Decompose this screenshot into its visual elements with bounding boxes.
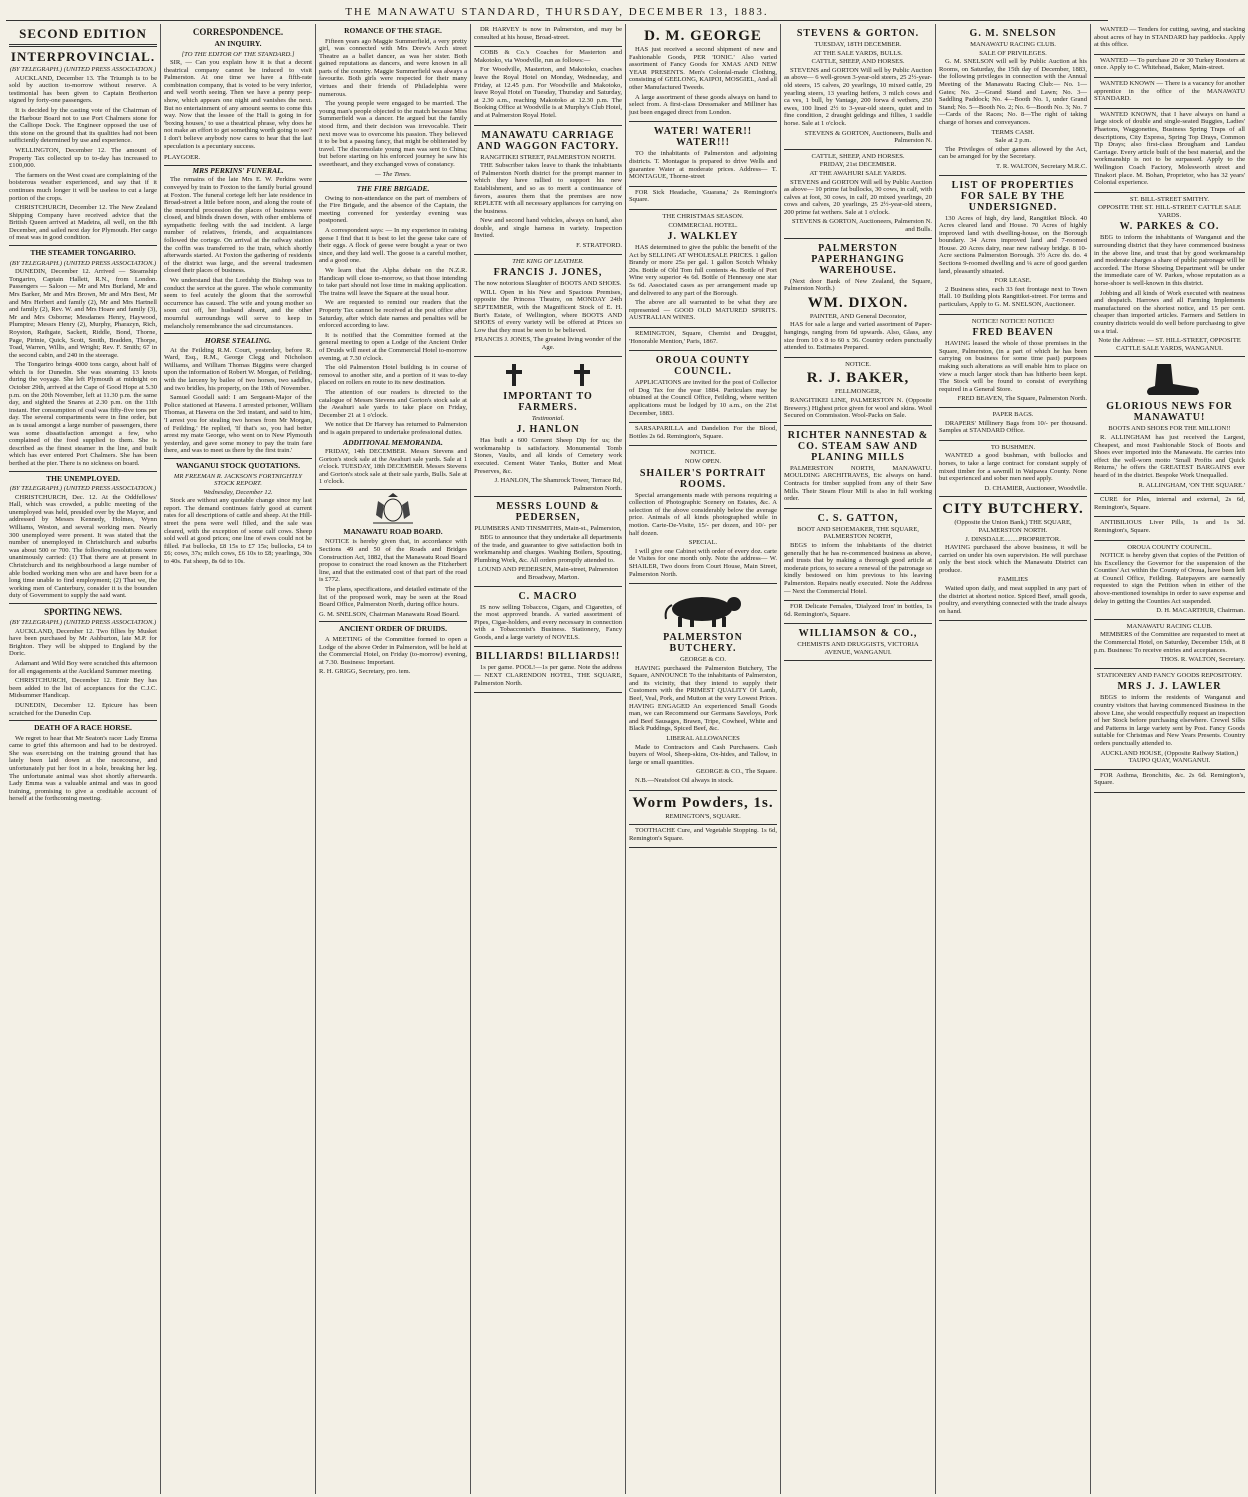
ad-text: WILL Open in his New and Spacious Premises, opposite the Princess Theatre, on MONDAY 24th SEPTEMBER, with the Magnificent Stock of E. H. Burt's Estate, of Wellington, where BOOTS AND SHOES of every variety will be offered at Prices so Low that they must be seen to be believed.: [474, 288, 622, 334]
ad-title: WATER! WATER!! WATER!!!: [653, 126, 753, 149]
ad-signature: FRANCIS J. JONES, The greatest living wonder of the Age.: [474, 336, 622, 351]
ad-text: RANGITIKEI LINE, PALMERSTON N. (Opposite Brewery.) Highest price given for wool and skins. Wool Secured on Commission. Wool-Packs on Sale.: [784, 397, 932, 420]
advertisement: [629, 825, 777, 848]
column-3: [316, 24, 471, 1494]
article-paragraph: The remains of the late Mrs E. W. Perkins were conveyed by train to Foxton to the family burial ground at Foxton. The funeral cortege left her late residence in Broad-street a little before noon, and along the route of the mournful procession the places of business were closed, and blinds drawn down, with other emblems of sympathetic feeling with the sad incident. A large number of relatives, friends, and acquaintances followed the cortege. On arrival at the railway station the coffin was transferred to the train, which shortly afterwards started. At Foxton the gathering of residents of the district was large, and the several tradesmen closed their places of business.: [164, 176, 312, 275]
ad-text: R. ALLINGHAM has just received the Largest, Cheapest, and most Fashionable Stock of Boots and Shoes ever imported into the Manawatu. He carries into effect the well-worn motto 'Small Profits and Quick Returns,' he offers the GREATEST BARGAINS ever heard of in the district. Bespoke Work Unequalled.: [1094, 433, 1245, 479]
ad-location: AT THE AWAHURI SALE YARDS.: [809, 169, 907, 177]
article-heading: AN INQUIRY.: [214, 39, 262, 48]
article-paragraph: The old Palmerston Hotel building is in course of removal to another site, and a portion of it was to-day placed on rollers en route to its new destination.: [319, 364, 467, 387]
ad-text: WANTED — To purchase 20 or 30 Turkey Roosters at once. Apply to C. Whitehead, Baker, Main-street.: [1094, 56, 1245, 72]
article-paragraph: CHRISTCHURCH, December 12. The New Zealand Shipping Company have received advice that the British Queen arrived at Madeira, all well, on the 8th December, and sailed next day for Plymouth. Her cargo of meat was in good condition.: [9, 204, 157, 242]
ad-kicker: LIBERAL ALLOWANCES: [666, 735, 740, 743]
article-paragraph: We notice that Dr Harvey has returned to Palmerston and is again prepared to undertake professional duties.: [319, 421, 467, 436]
article-paragraph: Owing to non-attendance on the part of members of the Fire Brigade, and the absence of the Captain, the meeting convened for yesterday evening was postponed.: [319, 194, 467, 225]
ad-text: APPLICATIONS are invited for the post of Collector of Dog Tax for the year 1884. Particulars may be obtained at the Council Office, Feilding, where written applications must be lodged by 10 a.m., on the 21st December, 1883.: [629, 379, 777, 417]
ad-text: 130 Acres of high, dry land, Rangitikei Block. 40 Acres cleared land and House. 70 Acres of highly improved land with dwelling-house, on the Borough boundary. 34 Acres improved land and 7-roomed House. 20 Acres dairy, near new railway bridge. 8 10-Acre sections Palmerston Borough. 3½ Acre do. do. 4 Sections 9-roomed dwelling and ¼ acre of good garden land, pleasantly situated.: [939, 214, 1087, 275]
divider: [164, 458, 312, 459]
ad-kicker: NOTICE.: [845, 360, 871, 368]
ad-text: PALMERSTON NORTH, MANAWATU. MOULDING ARCHITRAVES, Etc always on hand. Contracts for timber supplied from any of their Saw Mills. Their Steam Flour Mill is also in full working order.: [784, 464, 932, 503]
ad-text: I will give one Cabinet with order of every doz. carte de Visites for one month only. Note the address— W. SHAILER, Two doors from Court House, Main Street, Palmerston North.: [629, 547, 777, 578]
ad-title: SHAILER'S PORTRAIT ROOMS.: [639, 467, 767, 490]
ad-text: 2 Business sites, each 33 feet frontage next to Town Hall. 10 Building plots Rangitikei-street. For terms and particulars, Apply to G. M. SNELSON, Auctioneer.: [939, 285, 1087, 309]
ad-text: WANTED KNOWN — There is a vacancy for another apprentice in the office of the MANAWATU STANDARD.: [1094, 79, 1245, 103]
ad-signature: STEVENS & GORTON, Auctioneers, Bulls and Palmerston N.: [804, 129, 932, 145]
subheading: MR FREEMAN R. JACKSON'S FORTNIGHTLY STOCK REPORT.: [173, 472, 303, 488]
ad-text: HAVING leased the whole of those premises in the Square, Palmerston, (in a part of which he has been carrying on business for some time past) purposes making such alterations as will enable him to place on view a much larger stock than has hitherto been kept. The Stock will be found to consist of everything required in a General Store.: [939, 340, 1087, 393]
ad-title: IMPORTANT TO FARMERS.: [503, 390, 593, 413]
byline: (BY TELEGRAPH.) (UNITED PRESS ASSOCIATION.): [9, 485, 157, 493]
advertisement: [629, 584, 777, 791]
ad-subtitle: REMINGTON'S, SQUARE.: [665, 812, 741, 820]
ad-title: BILLIARDS! BILLIARDS!!: [475, 651, 621, 663]
advertisement: [1094, 193, 1245, 358]
divider: [9, 603, 157, 604]
ad-title: OROUA COUNTY COUNCIL.: [655, 355, 751, 378]
article-paragraph: The farmers on the West coast are complaining of the boisterous weather experienced, and say that if it continues much longer it will be useless to cut a large portion of the crops.: [9, 171, 157, 202]
ad-text: BEG to announce that they undertake all departments of the trade, and guarantee to give satisfaction both in workmanship and charges. Washing Boilers, Spouting, Plumbing Work, &c. All orders promptly attended to.: [474, 533, 622, 564]
article-heading: MRS PERKINS' FUNERAL.: [192, 165, 284, 175]
ad-text: MEMBERS of the Committee are requested to meet at the Commercial Hotel, on Saturday, December 15th, at 8 p.m. Business: To receive entries and acceptances.: [1094, 631, 1245, 654]
ad-text: WANTED KNOWN, that I have always on hand a large stock of double and single-seated Buggies, Ladies' Phaetons, Waggonettes, Business Spring Traps of all descriptions, City Express, Spring Top Drays, Common Tip Drays; also first-class Brougham and Landau Carriage. Every article built of the best material, and the workmanship is not to be surpassed. Apply to the Wellington Coach Factory, Molesworth street and Tinakori place. M. Bohan, Proprietor, who has 32 years' Colonial experience.: [1094, 110, 1245, 187]
ad-text: TO the inhabitants of Palmerston and adjoining districts. T. Montague is prepared to drive Wells and guarantee Water at moderate prices. Address— T. MONTAGUE, Thorne-street: [629, 150, 777, 181]
article-paragraph: CHRISTCHURCH, Dec. 12. At the Oddfellows' Hall, which was crowded, a public meeting of the unemployed was held, presided over by the Mayor, and addressed by Messrs Kennedy, Holmes, Wynn Williams, Weston, and several working men. Nearly 300 unemployed were present. It was stated that the number of unemployed in Christchurch and suburbs was about 500 or 700. The following resolutions were unanimously carried: (1) That there are at present in Christchurch and its neighbourhood a large number of able bodied working men who are and have been for a long time unable to find employment; (2) That we, the working men of Canterbury, consider it is the bounden duty of Government to supply the said want.: [9, 493, 157, 600]
ad-signature: STEVENS & GORTON, Auctioneers, Palmerston N. and Bulls.: [791, 218, 932, 234]
ad-subtitle: COMMERCIAL HOTEL.: [668, 221, 738, 229]
advertisement: [1094, 494, 1245, 517]
advertisement: [939, 497, 1087, 621]
column-4: [471, 24, 626, 1494]
divider: [319, 181, 467, 182]
ad-title: MRS J. J. LAWLER: [1117, 681, 1222, 693]
advertisement: [474, 647, 622, 693]
editor-note: [TO THE EDITOR OF THE STANDARD.]: [181, 50, 295, 58]
ad-text: New and second hand vehicles, always on hand, also double, and single harness in variety. Inspection Invited.: [474, 217, 622, 240]
advertisement: [474, 24, 622, 47]
ad-signature: THOS. R. WALTON, Secretary.: [1160, 656, 1245, 664]
section-heading: INTERPROVINCIAL.: [10, 49, 156, 64]
ad-title: FRANCIS J. JONES,: [493, 267, 603, 279]
masthead-title: THE MANAWATU STANDARD, THURSDAY, DECEMBER 13, 1883.: [345, 6, 769, 18]
advertisement: [1094, 620, 1245, 669]
ad-kicker: NOW OPEN.: [684, 457, 722, 465]
article-heading: SPORTING NEWS.: [44, 607, 122, 617]
column-8: [1091, 24, 1248, 1494]
ad-text: IS now selling Tobaccos, Cigars, and Cigarettes, of the most approved brands. A varied assortment of Pipes, Cigar-holders, and every necessary in connection with a Tobacconist's Business. Stationery, Fancy Goods, and a large variety of NOVELS.: [474, 603, 622, 641]
ad-text: WANTED a good bushman, with bullocks and horses, to take a large contract for constant supply of mixed timber for a sawmill in Waipawa County. None but experienced and sober men need apply.: [939, 452, 1087, 483]
article-paragraph: A correspondent says: — In my experience in raising geese I find that it is best to let the geese take care of their eggs. A flock of geese were bought a year or two since, and they laid well. The goose is a careful mother, and a good one.: [319, 227, 467, 265]
advertisement: [474, 126, 622, 255]
advertisement: [629, 24, 777, 122]
ad-subtitle: CHEMISTS AND DRUGGISTS, VICTORIA AVENUE, WANGANUI.: [797, 641, 919, 656]
ad-title: J. WALKLEY: [667, 231, 739, 243]
ad-text: REMINGTON, Square, Chemist and Druggist, 'Honorable Mention,' Paris, 1867.: [629, 330, 777, 345]
article-paragraph: The young people were engaged to be married. The young man's people objected to the match because Miss Summerfield was a dancer. He argued but the family stood firm, and their decision was irrevocable. Their next move was to overcome his passion. They believed it to be but a passing fancy, that might be obliterated by travel. The disconsolate young man was sent to China; but before starting on his enforced journey he saw his sweetheart, and they exchanged vows of constancy.: [319, 100, 467, 168]
ad-text: Special arrangements made with persons requiring a collection of Photographic Scenery on Estates, &c. A selection of the above considerably below the average price. Animals of all kinds photographed while in motion. Carte-De-Visite, 15/- per dozen, and 10/- per half dozen.: [629, 491, 777, 537]
ad-title: W. PARKES & CO.: [1119, 221, 1220, 233]
divider: [9, 471, 157, 472]
byline: (BY TELEGRAPH.) (UNITED PRESS ASSOCIATION.): [9, 259, 157, 267]
advertisement: [1094, 357, 1245, 494]
ad-signature: GEORGE & CO., The Square.: [695, 768, 777, 776]
ad-signature: T. R. WALTON, Secretary M.R.C.: [996, 162, 1087, 170]
ad-kicker: FOR LEASE.: [994, 277, 1032, 285]
advertisement: [629, 423, 777, 446]
ad-date: FRIDAY, 21st DECEMBER.: [819, 161, 897, 169]
ad-title: MANAWATU CARRIAGE AND WAGGON FACTORY.: [477, 129, 619, 152]
article-heading: THE STEAMER TONGARIRO.: [30, 248, 136, 258]
ad-text: TOOTHACHE Cure, and Vegetable Stopping. 1s 6d, Remington's Square.: [629, 827, 777, 842]
divider: [164, 333, 312, 334]
columns: [6, 24, 1245, 1494]
ad-signature: R. ALLINGHAM, 'ON THE SQUARE.': [1138, 481, 1245, 489]
ad-text: DR HARVEY is now in Palmerston, and may be consulted at his house, Broad-street.: [474, 26, 622, 41]
article-paragraph: It is notified that the Committee formed at the general meeting to open a Lodge of the Ancient Order of Druids will meet at the Commercial Hotel to-morrow evening, at 7.30 o'clock.: [319, 331, 467, 362]
notice-heading: MANAWATU ROAD BOARD.: [343, 526, 443, 536]
signature: — The Times.: [374, 170, 412, 178]
advertisement: [1094, 78, 1245, 109]
advertisement: [1094, 669, 1245, 770]
ad-subtitle: CATTLE, SHEEP, AND HORSES.: [811, 58, 905, 66]
edition-heading: SECOND EDITION: [19, 26, 147, 41]
advertisement: [784, 601, 932, 624]
article-paragraph: FRIDAY, 14th DECEMBER. Messrs Stevens and Gorton's stock sale at the Awahuri sale yards. Sale at 1 o'clock. TUESDAY, 18th DECEMBER. Messrs Stevens and Gorton's stock sale at their sale yards, Bulls. Sale at 1 o'clock.: [319, 448, 467, 486]
ad-title: Worm Powders, 1s.: [632, 794, 774, 811]
ad-kicker: NOTICE! NOTICE! NOTICE!: [971, 317, 1055, 325]
ad-title: FRED BEAVEN: [972, 327, 1054, 339]
ad-signature: D. CHAMIER, Auctioneer, Woodville.: [984, 484, 1087, 492]
ad-kicker: MANAWATU RACING CLUB.: [1126, 622, 1213, 630]
ad-proprietor: J. DINSDALE.........PROPRIETOR.: [965, 535, 1061, 543]
article-paragraph: AUCKLAND, December 12. Two fillies by Musket have been purchased by Mr Ashburton, late M.P. for Brighton. They will be shipped to England by the Doric.: [9, 627, 157, 658]
ad-title: C. S. GATTON,: [817, 512, 899, 524]
article-paragraph: DUNEDIN, December 12. Arrived — Steamship Tongariro, Captain Hallett, R.N., from London. Passengers — Saloon — Mr and Mrs Burland, Mr and Mrs Barker, Mr and Mrs Brown, Mr and Mrs Best, Mr and Mrs Herbert and family (2), Mr and Mrs Hartnell and family (2), Rev. W. and Mrs Hoare and family (3), Mr and Mrs Osborne; Mesdames Henry, Haywood, Plumptre; Messrs Henry (2), Murphy, Pharazyn, Rich, Royston, Rathgate, Sackett, Riddle, Bond, Thorne, Page, Pirinie, Quick, Scott, Smith, Bradden, Thorpe, Toad, Warren, Willis, and Wright; Rev. F. Smith; 67 in the second cabin, and 240 in the steerage.: [9, 268, 157, 359]
article-paragraph: Samuel Goodall said: I am Sergeant-Major of the Police stationed at Hawera. I arrested prisoner, William Thomas, at Hawera on the 3rd instant, and said to him, 'I arrest you for stealing two horses from Mr Morgan, of Feilding.' He replied, 'If that's so, you had better arrest my mate George, who went on to New Plymouth yesterday, and gave some money to pay the train fare there, and was to meet us there by the first train.': [164, 394, 312, 455]
ad-title: WILLIAMSON & CO.,: [798, 628, 918, 640]
ad-text: SARSAPARILLA and Dandelion For the Blood, Bottles 2s 6d. Remington's, Square.: [629, 425, 777, 440]
article-paragraph: NOTICE is hereby given that, in accordance with Sections 49 and 50 of the Roads and Bridges Construction Act, 1882, that the Manawatu Road Board propose to construct the road known as the Fitzherbert line, and that the estimated cost of that part of the road is £772.: [319, 538, 467, 584]
advertisement: [784, 624, 932, 661]
article-paragraph: SIR, — Can you explain how it is that a decent theatrical company cannot be induced to visit Palmerston. At one time we have a fifth-rate combination company, that is voted to be very inferior, and well worth seeing. Then we have a penny peep-show, which appears one night and vanishes the next. But no entertainment of any amount seems to come this way. Now that the lessee of the Hall is going in for 'boxing houses,' to use a theatrical phrase, why does he not make an effort to get something worth going to see? I don't believe anybody now cares to hear that the last speculation is a pecuniary success.: [164, 59, 312, 150]
article-paragraph: The plans, specifications, and detailed estimate of the list of the proposed work, may be seen at the Road Board Office, Palmerston North, during office hours.: [319, 586, 467, 609]
ad-kicker: NOTICE.: [690, 449, 716, 457]
masthead: [6, 4, 1108, 21]
ad-location: AT THE SALE YARDS, BULLS.: [813, 49, 903, 57]
ad-text: COBB & Co.'s Coaches for Masterton and Makotoko, via Woodville, run as follows:—: [474, 49, 622, 64]
boot-icon: [1135, 362, 1205, 398]
ad-text: NOTICE is hereby given that copies of the Petition of his Excellency the Governor for the suspension of the Counties' Act within the County of Oroua, have been left at Council Office, Feilding. Ratepayers are earnestly requested to sign the Petition when in either of the above-mentioned townships in order to save expense and delay in getting the Counties Act suspended.: [1094, 552, 1245, 605]
advertisement: [939, 24, 1087, 176]
ad-title: WM. DIXON.: [807, 294, 909, 311]
ad-kicker: PAPER BAGS.: [992, 410, 1034, 418]
ad-text: THE Subscriber takes leave to thank the inhabitants of Palmerston North district for the prompt manner in which they have rallied to support his new Establishment, and so as to merit a continuance of favors, assures them that the premises are now REPLETE with all necessary appliances for carrying on the business.: [474, 162, 622, 215]
ad-title: PALMERSTON BUTCHERY.: [663, 632, 743, 655]
ad-text: Waited upon daily, and meat supplied in any part of the district at shortest notice. Spiced Beef, small goods, poultry, and everything connected with the trade always on hand.: [939, 585, 1087, 615]
ad-signature: F. STRATFORD.: [576, 242, 622, 250]
advertisement: [1094, 517, 1245, 540]
column-6: [781, 24, 936, 1494]
advertisement: [939, 408, 1087, 441]
ad-text: STEVENS and GORTON Will sell by Public Auction as above— 10 prime fat bullocks, 30 cows, in calf, with calves at foot, 30 cows, in calf, 20 mixed yearlings, 20 cows and calves, 20 yearlings, 25 2½-year-old steers, 200 prime fat wethers. Sale at 1 o'clock.: [784, 178, 932, 216]
advertisement: [629, 122, 777, 186]
advertisement: [474, 47, 622, 125]
ad-subtitle: CATTLE, SHEEP, AND HORSES.: [811, 152, 905, 160]
article-paragraph: We are requested to remind our readers that the Property Tax cannot be received at the post office after Saturday, after which date names and penalties will be enforced according to law.: [319, 299, 467, 330]
article-paragraph: The attention of our readers is directed to the catalogue of Messrs Stevens and Gorton's stock sale at the Awahuri sale yards to take place on Friday, December 21 at 1 o'clock.: [319, 388, 467, 419]
ad-text: ANTIBILIOUS Liver Pills, 1s and 1s 3d. Remington's, Square.: [1094, 519, 1245, 534]
ad-text: BEGS to inform the inhabitants of the district generally that he has re-commenced business as above, and trusts that by making a thorough good article at moderate prices, to secure a renewal of the patronage so kindly bestowed on him previous to his leaving Palmerston. Repairs neatly executed. Note the Address— Next the Commercial Hotel.: [784, 541, 932, 595]
dateline: Wednesday, December 12.: [203, 488, 273, 496]
ad-address: RANGITIKEI STREET, PALMERSTON NORTH.: [480, 153, 616, 161]
ad-text: FOR Asthma, Bronchitis, &c. 2s 6d. Remington's, Square.: [1094, 771, 1245, 787]
article-paragraph: We regret to hear that Mr Seaton's racer Lady Emma came to grief this afternoon and had to be destroyed. She was exercising on the training ground that has lately been laid down at the racecourse, and unfortunately put her foot in a hole, breaking her leg. The unfortunate animal was shot shortly afterwards. Lady Emma was a valuable animal and was in good training, promising to give a creditable account of herself at the forthcoming meeting.: [9, 734, 157, 803]
advertisement: [1094, 24, 1245, 55]
ad-title: RICHTER NANNESTAD & CO. STEAM SAW AND PLANING MILLS: [787, 429, 929, 463]
article-paragraph: The Tongariro brings 4000 tons cargo, about half of which is for Dunedin. She was steaming 13 knots during the voyage. She left Plymouth at midnight on October 29th, arrived at the Cape of Good Hope at 5.30 p.m. on the 20th November, left at 11.30 p.m. the same day, and sighted the Snares at 2.30 p.m. on the 11th instant. Her consumption of coal was fifty-five tons per day. The several compartments were in fine order, but as is usual amongst a large number of passengers, there was some dissatisfaction amongst a few, who complained of the food supplied to them. She is described as the finest steamer in the line, and built which has ever entered Port Chalmers. She has been berthed at the pier. There is no sickness on board.: [9, 361, 157, 467]
advertisement: [474, 587, 622, 648]
advertisement: [939, 441, 1087, 498]
ad-title: GLORIOUS NEWS FOR MANAWATU!: [1106, 401, 1233, 424]
article-paragraph: CHRISTCHURCH, December 12. Emir Bey has been added to the list of acceptances for the C.J.C. Midsummer Handicap.: [9, 677, 157, 700]
article-paragraph: At the Feilding R.M. Court, yesterday, before R. Ward, Esq., R.M., George Clegg and Nicholson Williams, and William Thomas Biggins were charged upon the information of Robert W. Morgan, of Feilding, with the larceny by bailee of two horses, two saddles, and two bridles, his property, on the 19th of November.: [164, 346, 312, 392]
signature: PLAYGOER.: [164, 152, 312, 166]
ad-text: 1s per game. POOL!—1s per game. Note the address— NEXT CLARENDON HOTEL, THE SQUARE, Palmerston North.: [474, 664, 622, 687]
ad-text: N.B.—Neatsfoot Oil always in stock.: [635, 777, 734, 784]
ad-subtitle: FELLMONGER,: [835, 388, 881, 396]
ad-text: HAVING purchased the Palmerston Butchery, The Square, ANNOUNCE To the inhabitants of Palmerston, and its vicinity, that they intend to supply their Customers with the PRIMEST QUALITY Of Lamb, Beef, Veal, Pork, and Mutton at the very Lowest Prices. HAVING ENGAGED An experienced Small Goods man, we can Recommend our Germans Saveloys, Pork and Beef Sausages, Brawn, Tripe, Cowheel, White and Black Puddings, Spiced Beef, &c.: [629, 664, 777, 733]
ad-subtitle: BOOTS AND SHOES FOR THE MILLION!!: [1108, 425, 1231, 433]
ad-title: G. M. SNELSON: [969, 28, 1057, 39]
ad-kicker: THE KING OF LEATHER.: [512, 257, 584, 265]
advertisement: [784, 24, 932, 150]
advertisement: [784, 509, 932, 601]
article-heading: THE UNEMPLOYED.: [46, 473, 120, 483]
article-paragraph: DUNEDIN, December 12. Epicure has been scratched for the Dunedin Cup.: [9, 701, 157, 717]
ad-text: Jobbing and all kinds of Work executed with neatness and despatch. Harrows and all Farming Implements manufactured on the shortest notice, and 15 per cent. cheaper than imported articles. Farmers and Settlers in country districts would do well before purchasing to give us a trial.: [1094, 289, 1245, 335]
ad-text: BEGS to inform the residents of Wanganui and country visitors that having commenced Business in the above Line, she would respectfully request an inspection of her Stock before purchasing elsewhere. Crewel Silks and Patterns in large variety sent by Post. Fancy Goods suitable for Christmas and New Years Presents. Country orders punctually attended to.: [1094, 694, 1245, 747]
notice-heading: ANCIENT ORDER OF DRUIDS.: [339, 624, 447, 634]
advertisement: [939, 315, 1087, 408]
article-heading: DEATH OF A RACE HORSE.: [34, 723, 132, 733]
advertisement: [629, 187, 777, 210]
ad-text: A large assortment of these goods always on hand to select from. A first-class Dressmaker and Milliner has just been engaged direct from London.: [629, 93, 777, 116]
divider: [9, 245, 157, 246]
advertisement: [1094, 770, 1245, 793]
ad-subtitle: OPPOSITE THE ST. HILL-STREET CATTLE SALE YARDS.: [1098, 204, 1241, 219]
byline: (BY TELEGRAPH.) (UNITED PRESS ASSOCIATION.): [9, 66, 157, 73]
ad-title: C. MACRO: [518, 590, 578, 602]
article-paragraph: Adamant and Wild Boy were scratched this afternoon for all engagements at the Auckland Summer meeting.: [9, 659, 157, 675]
ad-text: G. M. SNELSON will sell by Public Auction at his Rooms, on Saturday, the 15th day of December, 1883, the following privileges in connection with the Annual Meeting of the Manawatu Racing Club:— No. 1—Gates; No. 2—Grand Stand and Lawn; No. 3—Saddling Paddock; No. 4—Booth No. 1, under Grand Stand; No. 5—Booth No. 2; No. 6—Booth No. 3; No. 7—Cards of the Races; No. 8—The right of taking charge of horses and conveyances.: [939, 58, 1087, 126]
bull-icon: [658, 589, 748, 629]
ad-subtitle: GEORGE & CO.: [680, 656, 726, 664]
article-paragraph: WELLINGTON, December 12. The amount of Property Tax collected up to to-day has increased to £100,000.: [9, 146, 157, 170]
divider: [9, 44, 157, 47]
article-heading: HORSE STEALING.: [204, 336, 272, 346]
article-heading: ADDITIONAL MEMORANDA.: [343, 437, 443, 447]
ad-kicker: OROUA COUNTY COUNCIL.: [1127, 543, 1212, 551]
coat-of-arms-icon: [368, 493, 418, 525]
ad-text: DRAPERS' Millinery Bags from 10/- per thousand. Samples at STANDARD Office.: [939, 419, 1087, 435]
ad-signature: AUCKLAND HOUSE, (Opposite Railway Station,) TAUPO QUAY, WANGANUI.: [1100, 749, 1239, 765]
advertisement: [474, 255, 622, 357]
article-heading: ROMANCE OF THE STAGE.: [344, 26, 442, 35]
advertisement: [784, 426, 932, 509]
ad-text: WANTED — Tenders for cutting, saving, and stacking about acres of hay in STANDARD hay paddocks. Apply at this office.: [1094, 26, 1245, 49]
ad-text: CURE for Piles, internal and external, 2s 6d, Remington's, Square.: [1094, 496, 1245, 511]
advertisement: [939, 176, 1087, 315]
signature: R. H. GRIGG, Secretary, pro. tem.: [319, 668, 411, 676]
ad-text: FOR Sick Headache, 'Guarana,' 2s Remington's Square.: [629, 188, 777, 204]
signature: G. M. SNELSON, Chairman Manawatu Road Board.: [319, 610, 460, 618]
advertisement: [784, 150, 932, 239]
ad-kicker: STATIONERY AND FANCY GOODS REPOSITORY.: [1096, 671, 1243, 679]
article-paragraph: AUCKLAND, December 13. The Triumph is to be sold by auction to-morrow without reserve. A testimonial has been given to Captain Brotherton signed by forty-one passengers.: [9, 74, 157, 105]
byline: (BY TELEGRAPH.) (UNITED PRESS ASSOCIATION.): [9, 619, 157, 626]
section-heading: CORRESPONDENCE.: [192, 27, 284, 37]
ad-signature: D. H. MACARTHUR, Chairman.: [1156, 607, 1245, 615]
ad-kicker: THE CHRISTMAS SEASON.: [662, 212, 744, 220]
ad-subtitle: BOOT AND SHOEMAKER, THE SQUARE, PALMERSTON NORTH,: [797, 525, 919, 541]
ad-kicker: TO BUSHMEN.: [990, 443, 1036, 451]
ad-text: HAS just received a second shipment of new and Fashionable Goods, PER 'IONIC.' Also varied assortment of Fancy Goods for XMAS AND NEW YEAR PRESENTS. Men's Colonial-made Clothing, consisting of GEELONG, KAIPOI, MOSGIEL, And all other Manufactured Tweeds.: [629, 46, 777, 91]
advertisement: [474, 357, 622, 498]
divider: [319, 621, 467, 622]
ad-kicker: SPECIAL.: [688, 539, 718, 547]
article-heading: THE FIRE BRIGADE.: [356, 184, 430, 194]
ad-text: The above are all warranted to be what they are represented — GOOD OLD MATURED SPIRITS. AUSTRALIAN WINES.: [629, 299, 777, 322]
ad-text: HAVING purchased the above business, it will be carried on under his own supervision. He will purchase only the best stock which the Manawatu District can produce.: [939, 544, 1087, 574]
ad-text: Has built a 600 Cement Sheep Dip for us; the workmanship is satisfactory. Monumental Tomb Stones, Vaults, and all kinds of Cemetery work executed. Cement Water Tanks, Butter and Meat Preserves, &c.: [474, 437, 622, 475]
ad-subtitle: The now notorious Slaughter of BOOTS AND SHOES.: [474, 280, 622, 288]
ad-signature: LOUND AND PEDERSEN, Main-street, Palmerston and Broadway, Marton.: [477, 566, 619, 581]
ad-signature: J. HANLON, The Shamrock Tower, Terrace Rd, Palmerston North.: [494, 477, 622, 492]
ad-title: LIST OF PROPERTIES FOR SALE BY THE UNDERSIGNED.: [951, 179, 1075, 213]
article-paragraph: We understand that the Lordship the Bishop was to conduct the service at the grave. The whole community seem to feel acutely the gloom that the sorrowful occurrence has caused. The wife and young mother so soon cut off, her husband absent, and the other mournful surroundings will serve to keep in melancholy remembrance the sad circumstances.: [164, 277, 312, 330]
cross-icon: [498, 362, 598, 388]
advertisement: [629, 791, 777, 826]
divider: [319, 489, 467, 490]
ad-text: FOR Delicate Females, 'Dialyzed Iron' in bottles, 1s 6d. Remington's, Square.: [784, 603, 932, 618]
ad-subtitle: MANAWATU RACING CLUB.: [970, 41, 1056, 48]
advertisement: [1094, 541, 1245, 620]
article-heading: WANGANUI STOCK QUOTATIONS.: [176, 461, 300, 470]
ad-subtitle: SALE OF PRIVILEGES.: [979, 49, 1047, 57]
advertisement: [1094, 109, 1245, 193]
advertisement: [474, 497, 622, 586]
advertisement: [629, 446, 777, 584]
article-paragraph: It is decided by the casting vote of the Chairman of the Harbour Board not to use Port Chalmers stone for the Calliope Dock. The Engineer opposed the use of this stone on the ground that its qualities had not been sufficiently determined by use and experience.: [9, 106, 157, 145]
ad-subtitle: (Opposite the Union Bank,) THE SQUARE, PALMERSTON NORTH.: [954, 519, 1072, 534]
article-paragraph: A MEETING of the Committee formed to open a Lodge of the above Order in Palmerston, will be held at the Commercial Hotel, on Friday (to-morrow) evening, at 7.30. Business: Important.: [319, 635, 467, 666]
column-7: [936, 24, 1091, 1494]
column-2: [161, 24, 316, 1494]
ad-text: BEG to inform the inhabitants of Wanganui and the surrounding district that they have commenced business in the above line, and trust that by good workmanship and moderate charges a share of public patronage will be accorded. The Horse Shoeing Department will be under the immediate care of W. Parkes, whose reputation as a horse-shoer is well-known in this district.: [1094, 234, 1245, 288]
advertisement: [1094, 55, 1245, 78]
ad-title: R. J. BAKER,: [806, 370, 910, 387]
advertisement: [629, 328, 777, 351]
ad-title: PALMERSTON PAPERHANGING WAREHOUSE.: [811, 242, 905, 276]
ad-title: MESSRS LOUND & PEDERSEN,: [496, 501, 600, 524]
ad-title: CITY BUTCHERY.: [942, 501, 1084, 518]
article-paragraph: Fifteen years ago Maggie Summerfield, a very pretty girl, was connected with Mrs Drew's Arch street Theatre as a ballet dancer, as was her sister. Both gained reputations as dancers, and were known in all parts of the country. Maggie Summerfield was always a favourite. Both girls were respected for their many virtues and their friends of Philadelphia were numerous.: [319, 37, 467, 98]
column-5: [626, 24, 781, 1494]
ad-text: HAS for sale a large and varied assortment of Paper-hangings, ranging from 6d upwards. Also, Glass, any size from 10 x 8 to 60 x 36. Country orders punctually attended to. Estimates Prepared.: [784, 321, 932, 352]
article-paragraph: Stock are without any quotable change since my last report. The demand continues fairly good at current rates for all descriptions of cattle and sheep. At the Hill-street the pens were well filled, and the sale was cleared, with the exception of some calf cows. Sheep sold well at good prices; one line of ewes could not be filled. Fat bullocks, £8 15s to £7 15s; bullocks, £4 to £6; cows, 37s; milch cows, £6 10s to £8; yearlings, 30s to 40s. Fat sheep, 8s 6d to 10s.: [164, 497, 312, 566]
ad-title: D. M. GEORGE: [644, 28, 762, 44]
column-1: [6, 24, 161, 1494]
ad-subtitle: PAINTER, AND General Decorator,: [809, 312, 907, 320]
divider: [9, 720, 157, 721]
ad-text: (Next door Bank of New Zealand, the Square, Palmerston North.): [784, 277, 932, 293]
ad-kicker: ST. BILL-STREET SMITHY.: [1129, 195, 1210, 203]
ad-text: Made to Contractors and Cash Purchasers. Cash buyers of Wool, Sheep-skins, Ox-hides, and Tallow, in large or small quantities.: [629, 743, 777, 766]
ad-subtitle: PLUMBERS AND TINSMITHS, Main-st., Palmerston,: [474, 525, 622, 533]
ad-kicker: Sale at 2 p.m.: [994, 137, 1032, 145]
ad-text: For Woodville, Masterton, and Makotoko, coaches leave the Royal Hotel on Monday, Wednesday, and Friday, at 12.45 p.m. For Woodville and Makotoko, leave Royal Hotel on Tuesday, Thursday and Saturday, at 2.30 a.m., reaching Makotoko at 12.30 p.m. The Booking Office at Woodville is at Murphy's Club Hotel, and at Palmerston Royal Hotel.: [474, 66, 622, 119]
ad-text: STEVENS and GORTON Will sell by Public Auction as above— 6 well-grown 3-year-old steers, 25 2½-year-old steers, 15 calves, 20 yearlings, 10 mixed cattle, 29 yearling steers, 13 yearling heifers, 3 milch cows and ca ves, 1 bull, by Vantage, 200 forwa d wethers, 250 ewes, 100 lined 2½ to 3-year-old steers, quiet and in fine condition, 2 draught geldings and fillies, 1 saddle horse. Sale at 1 o'clock.: [784, 66, 932, 127]
ad-signature: FRED BEAVEN, The Square, Palmerston North.: [957, 395, 1087, 403]
ad-text: HAS determined to give the public the benefit of the Act by SELLING AT WHOLESALE PRICES. 1 gallon Brandy or more 25s per gal. 1 gallon Scotch Whisky 20s. Bottle of Old Tom full contents 4s. Bottle of Port Wine very superior 4s 6d. Bottle of Hennessy one star 5s 6d. Associated cases as per arrangement made up and delivered to any part of the Borough.: [629, 244, 777, 297]
advertisement: [629, 351, 777, 423]
advertisement: [784, 239, 932, 358]
ad-signature: Note the Address: — ST. HILL-STREET, OPPOSITE CATTLE SALE YARDS, WANGANUI.: [1098, 337, 1241, 352]
ad-title: STEVENS & GORTON.: [796, 28, 920, 39]
ad-kicker: TERMS CASH.: [991, 128, 1035, 136]
advertisement: [784, 358, 932, 426]
ad-date: TUESDAY, 18TH DECEMBER.: [814, 41, 902, 48]
ad-kicker: FAMILIES: [998, 576, 1028, 584]
advertisement: [629, 210, 777, 328]
ad-title: J. HANLON: [516, 424, 580, 436]
ad-text: The Privileges of other games allowed by the Act, can be arranged for by the Secretary.: [939, 145, 1087, 161]
ad-subtitle: Testimonial.: [531, 414, 565, 422]
article-paragraph: We learn that the Alpha debate on the N.Z.R. Handicap will close to-morrow, so that those intending to take part should not lose time in making application. The trains will leave the Square at the usual hour.: [319, 267, 467, 297]
